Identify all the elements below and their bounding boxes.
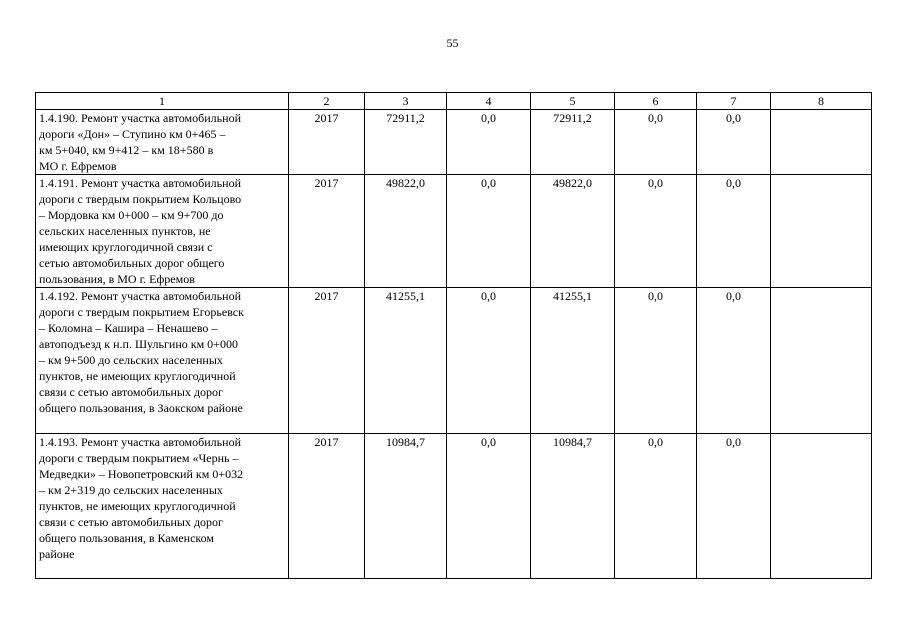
row-col7: 0,0: [697, 288, 771, 434]
description-line: сельских населенных пунктов, не: [39, 224, 211, 238]
table-header-row: [36, 93, 872, 110]
description-line: районе: [39, 547, 75, 561]
description-line: Медведки» – Новопетровский км 0+032: [39, 467, 244, 481]
column-header: 5: [531, 93, 615, 110]
description-line: – км 9+500 до сельских населенных: [39, 353, 223, 367]
row-col8: [771, 434, 872, 579]
description-line: 1.4.191. Ремонт участка автомобильной: [39, 176, 241, 190]
row-description: [36, 175, 289, 288]
description-line: дороги с твердым покрытием Кольцово: [39, 192, 242, 206]
table-row: [36, 110, 872, 175]
description-line: дороги с твердым покрытием «Чернь –: [39, 451, 239, 465]
column-header: 6: [615, 93, 697, 110]
row-description: [36, 288, 289, 434]
row-col7: 0,0: [697, 434, 771, 579]
row-total: 41255,1: [365, 288, 447, 434]
description-line: пунктов, не имеющих круглогодичной: [39, 499, 236, 513]
description-line: – км 2+319 до сельских населенных: [39, 483, 223, 497]
row-col4: 0,0: [447, 434, 531, 579]
row-col6: 0,0: [615, 434, 697, 579]
row-total: 10984,7: [365, 434, 447, 579]
column-header: 2: [289, 93, 365, 110]
page-number: 55: [446, 36, 459, 50]
row-col7: 0,0: [697, 110, 771, 175]
description-line: связи с сетью автомобильных дорог: [39, 385, 223, 399]
description-line: 1.4.193. Ремонт участка автомобильной: [39, 435, 241, 449]
row-year: 2017: [289, 110, 365, 175]
row-col5: 49822,0: [531, 175, 615, 288]
description-line: автоподъезд к н.п. Шульгино км 0+000: [39, 337, 238, 351]
table-row: [36, 434, 872, 579]
row-col6: 0,0: [615, 288, 697, 434]
row-total: 72911,2: [365, 110, 447, 175]
description-line: сетью автомобильных дорог общего: [39, 256, 225, 270]
description-line: 1.4.192. Ремонт участка автомобильной: [39, 289, 241, 303]
description-line: дороги «Дон» – Ступино км 0+465 –: [39, 127, 226, 141]
description-line: – Коломна – Кашира – Ненашево –: [39, 321, 218, 335]
row-col6: 0,0: [615, 110, 697, 175]
description-line: км 5+040, км 9+412 – км 18+580 в: [39, 143, 214, 157]
row-col5: 10984,7: [531, 434, 615, 579]
table-row: [36, 288, 872, 434]
row-year: 2017: [289, 175, 365, 288]
column-header: 4: [447, 93, 531, 110]
column-header: 1: [36, 93, 289, 110]
description-line: пунктов, не имеющих круглогодичной: [39, 369, 236, 383]
row-col4: 0,0: [447, 175, 531, 288]
column-header: 8: [771, 93, 872, 110]
column-header: 3: [365, 93, 447, 110]
row-description: [36, 110, 289, 175]
row-col8: [771, 288, 872, 434]
description-line: общего пользования, в Заокском районе: [39, 401, 243, 415]
description-line: связи с сетью автомобильных дорог: [39, 515, 223, 529]
row-year: 2017: [289, 288, 365, 434]
row-col5: 41255,1: [531, 288, 615, 434]
row-col7: 0,0: [697, 175, 771, 288]
row-total: 49822,0: [365, 175, 447, 288]
row-col8: [771, 175, 872, 288]
row-year: 2017: [289, 434, 365, 579]
description-line: пользования, в МО г. Ефремов: [39, 272, 195, 286]
row-col5: 72911,2: [531, 110, 615, 175]
row-col4: 0,0: [447, 288, 531, 434]
description-line: дороги с твердым покрытием Егорьевск: [39, 305, 244, 319]
row-col6: 0,0: [615, 175, 697, 288]
row-description: [36, 434, 289, 579]
description-line: имеющих круглогодичной связи с: [39, 240, 213, 254]
row-col4: 0,0: [447, 110, 531, 175]
budget-table: [35, 92, 872, 579]
description-line: МО г. Ефремов: [39, 159, 117, 173]
row-col8: [771, 110, 872, 175]
description-line: общего пользования, в Каменском: [39, 531, 214, 545]
description-line: 1.4.190. Ремонт участка автомобильной: [39, 111, 241, 125]
table-row: [36, 175, 872, 288]
column-header: 7: [697, 93, 771, 110]
description-line: – Мордовка км 0+000 – км 9+700 до: [39, 208, 224, 222]
